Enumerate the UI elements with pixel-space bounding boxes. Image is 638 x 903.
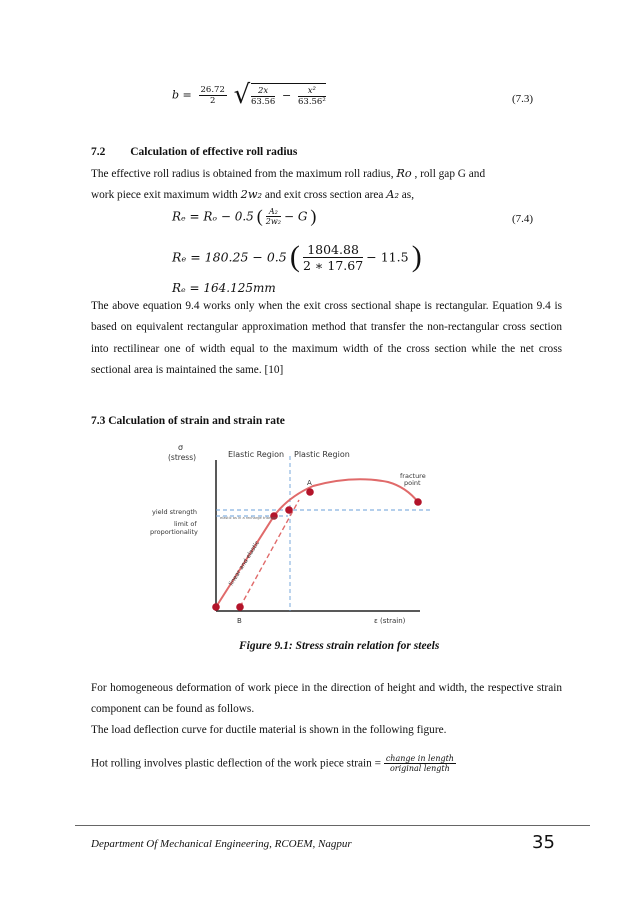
para1-line2: [91, 188, 414, 201]
para5-frac: [384, 754, 456, 773]
eq74-line2: [172, 240, 422, 276]
eq73-frac2: [251, 86, 275, 107]
fracture-label-1: fracture: [400, 472, 426, 480]
section-7-2-number: 7.2: [91, 146, 106, 158]
point-b-label: B: [237, 617, 242, 625]
offset-note: elastic as in a recharge triangle: [220, 516, 277, 520]
para4: The load deflection curve for ductile material is shown in the following figure.: [91, 724, 447, 736]
linear-elastic-label: linear and elastic: [227, 539, 262, 588]
para1-var-a2: A₂: [386, 188, 399, 201]
eq74-line2-frac: [303, 242, 363, 273]
eq73-frac1: [199, 85, 227, 106]
eq74-line3: Rₑ = 164.125mm: [172, 281, 276, 295]
eq74-line2-rparen: ): [411, 240, 422, 273]
proportional-limit-point: [285, 506, 293, 514]
eq73-lhs: b =: [172, 88, 192, 102]
eq74-line1-lparen: (: [256, 206, 263, 226]
point-a: [306, 488, 314, 496]
para5-text: Hot rolling involves plastic deflection of the work piece strain =: [91, 757, 381, 770]
plastic-region-label: Plastic Region: [294, 450, 350, 459]
eq74-line1-rparen: ): [310, 206, 317, 226]
eq74-line1-frac: [266, 207, 281, 226]
fracture-point: [414, 498, 422, 506]
point-a-label: A: [307, 479, 312, 487]
para1-line2-text-a: work piece exit maximum width: [91, 189, 238, 201]
origin-point: [212, 603, 220, 611]
para1-line1-text-a: The effective roll radius is obtained from the maximum roll radius,: [91, 168, 394, 180]
y-axis-label: (stress): [168, 453, 197, 462]
point-b: [236, 603, 244, 611]
eq73-frac1-den: 2: [209, 95, 216, 106]
eq73-number: (7.3): [512, 93, 534, 105]
para1-line2-text-c: as,: [401, 189, 415, 201]
para1-line1: [91, 167, 485, 180]
figure-caption: Figure 9.1: Stress strain relation for steels: [239, 640, 440, 652]
y-axis-symbol: σ: [178, 443, 184, 452]
limit-label-2: proportionality: [150, 528, 198, 536]
para1-line2-text-b: and exit cross section area: [264, 189, 384, 201]
footer-rule: [75, 825, 590, 826]
para5: [91, 754, 456, 784]
para1-var-2w2: 2w₂: [240, 188, 263, 201]
eq74-line1-frac-den: 2w₂: [265, 217, 281, 226]
para1-var-ro: Ro: [396, 167, 412, 180]
para1-line1-text-b: , roll gap G and: [414, 168, 486, 180]
para3: For homogeneous deformation of work piece in the direction of height and width, the respective strain component can be found as follows.: [91, 682, 562, 716]
eq74-line2-lparen: (: [289, 240, 300, 273]
para5-frac-den: original length: [389, 764, 450, 773]
eq74-line1-tail: − G: [283, 209, 308, 224]
equation-7-3: [172, 80, 326, 116]
eq74-line1-frac-num: A₂: [266, 207, 281, 217]
eq73-frac1-num: 26.72: [200, 84, 225, 95]
sqrt-symbol: √: [233, 80, 251, 110]
x-axis-label: ε (strain): [374, 617, 406, 625]
eq74-line2-frac-den: 2 ∗ 17.67: [302, 257, 364, 273]
eq74-line2-lhs: Rₑ = 180.25 − 0.5: [172, 249, 287, 265]
stress-strain-figure: [148, 440, 448, 630]
section-7-3-heading: 7.3 Calculation of strain and strain rate: [91, 415, 285, 427]
yield-strength-label: yield strength: [152, 508, 198, 516]
section-7-2-title: Calculation of effective roll radius: [130, 146, 298, 158]
eq73-frac3: [298, 86, 326, 107]
eq73-frac3-den: 63.56²: [298, 97, 326, 107]
fracture-label-2: point: [404, 479, 421, 487]
eq74-line2-frac-num: 1804.88: [303, 242, 363, 258]
eq73-frac2-num: 2x: [251, 86, 275, 97]
para2: The above equation 9.4 works only when the exit cross sectional shape is rectangular. Equation 9.4 is based on equivalent rectangular approximation method that transfer the non-rectangular cross section into rectilinear one of width equal to the maximum width of the cross section while the net cross sectional area is maintained the same. [10]: [91, 300, 562, 377]
eq73-radicand: [251, 83, 326, 107]
eq73-frac2-den: 63.56: [250, 97, 276, 107]
para5-frac-num: change in length: [385, 754, 454, 763]
eq74-line1-lhs: Rₑ = Rₒ − 0.5: [172, 209, 254, 224]
section-7-2-heading: [91, 146, 297, 158]
eq74-line2-tail: − 11.5: [366, 249, 409, 265]
eq74-line1: [172, 206, 316, 232]
stress-strain-curve: [216, 479, 418, 607]
limit-label-1: limit of: [174, 520, 197, 528]
eq74-number: (7.4): [512, 213, 534, 225]
eq73-frac3-num: x²: [298, 86, 326, 97]
footer-department: Department Of Mechanical Engineering, RCOEM, Nagpur: [91, 838, 352, 850]
elastic-region-label: Elastic Region: [228, 450, 285, 459]
eq73-minus: −: [282, 89, 292, 103]
page-number: 35: [532, 832, 555, 853]
